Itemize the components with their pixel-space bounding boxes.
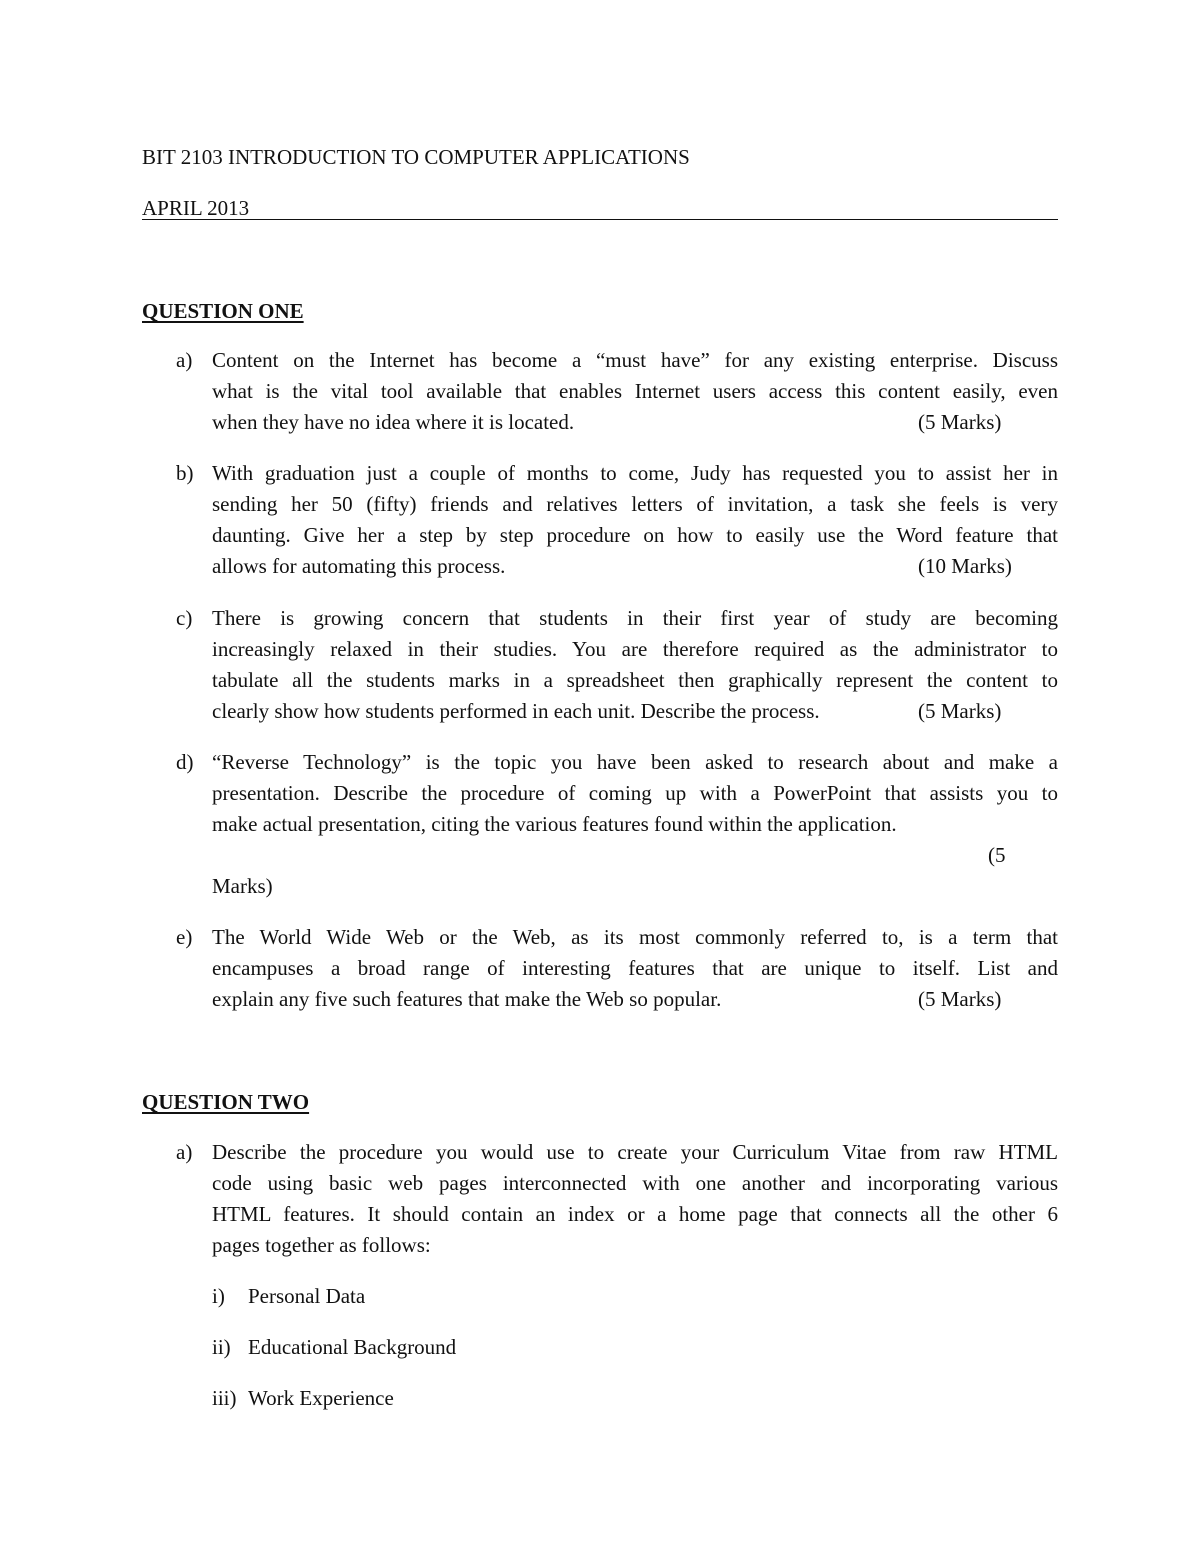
- marks-label: (10 Marks): [918, 554, 1012, 578]
- sub-item-text: Personal Data: [248, 1284, 366, 1308]
- sub-list-item: [212, 1281, 365, 1312]
- item-line: clearly show how students performed in each unit. Describe the process.: [212, 699, 820, 723]
- item-line: make actual presentation, citing the various features found within the application.: [212, 812, 897, 836]
- sub-list-item: [212, 1332, 456, 1363]
- item-line: encampuses a broad range of interesting features that are unique to itself. List and: [212, 956, 1058, 980]
- item-line: “Reverse Technology” is the topic you have been asked to research about and make a: [212, 750, 1058, 774]
- item-line: tabulate all the students marks in a spreadsheet then graphically represent the content to: [212, 668, 1058, 692]
- item-line: Content on the Internet has become a “must have” for any existing enterprise. Discuss: [212, 348, 1058, 372]
- item-line: presentation. Describe the procedure of coming up with a PowerPoint that assists you to: [212, 781, 1058, 805]
- item-line: The World Wide Web or the Web, as its most commonly referred to, is a term that: [212, 925, 1058, 949]
- item-line: Describe the procedure you would use to create your Curriculum Vitae from raw HTML: [212, 1140, 1058, 1164]
- sub-item-number: iii): [212, 1386, 237, 1410]
- item-line: code using basic web pages interconnected with one another and incorporating various: [212, 1171, 1058, 1195]
- sub-item-number: ii): [212, 1335, 231, 1359]
- course-title: BIT 2103 INTRODUCTION TO COMPUTER APPLICATIONS: [142, 145, 690, 169]
- item-line: when they have no idea where it is located.: [212, 410, 575, 434]
- marks-label: (5 Marks): [918, 987, 1002, 1011]
- marks-label: (5 Marks): [918, 699, 1002, 723]
- sub-list-item: [212, 1383, 394, 1414]
- sub-item-number: i): [212, 1284, 225, 1308]
- question-two-heading: QUESTION TWO: [142, 1090, 310, 1114]
- item-letter: b): [176, 461, 194, 485]
- marks-label: (5 Marks): [918, 410, 1002, 434]
- item-line: sending her 50 (fifty) friends and relatives letters of invitation, a task she feels is very: [212, 492, 1058, 516]
- question-one-heading: QUESTION ONE: [142, 299, 304, 323]
- item-line: daunting. Give her a step by step procedure on how to easily use the Word feature that: [212, 523, 1058, 547]
- item-letter: c): [176, 606, 193, 630]
- item-letter: a): [176, 1140, 193, 1164]
- item-letter: e): [176, 925, 193, 949]
- item-line: With graduation just a couple of months to come, Judy has requested you to assist her in: [212, 461, 1058, 485]
- item-line: explain any five such features that make the Web so popular.: [212, 987, 722, 1011]
- sub-item-text: Work Experience: [248, 1386, 394, 1410]
- exam-date: APRIL 2013: [142, 196, 250, 220]
- item-line: pages together as follows:: [212, 1233, 431, 1257]
- item-letter: d): [176, 750, 194, 774]
- header-divider: [142, 219, 1058, 220]
- item-line: increasingly relaxed in their studies. You are therefore required as the administrator to: [212, 637, 1058, 661]
- marks-label: (5: [988, 843, 1006, 867]
- marks-label: Marks): [212, 874, 273, 898]
- item-line: There is growing concern that students in their first year of study are becoming: [212, 606, 1058, 630]
- item-line: what is the vital tool available that enables Internet users access this content easily, even: [212, 379, 1058, 403]
- item-letter: a): [176, 348, 193, 372]
- item-line: HTML features. It should contain an index or a home page that connects all the other 6: [212, 1202, 1058, 1226]
- item-line: allows for automating this process.: [212, 554, 506, 578]
- sub-item-text: Educational Background: [248, 1335, 457, 1359]
